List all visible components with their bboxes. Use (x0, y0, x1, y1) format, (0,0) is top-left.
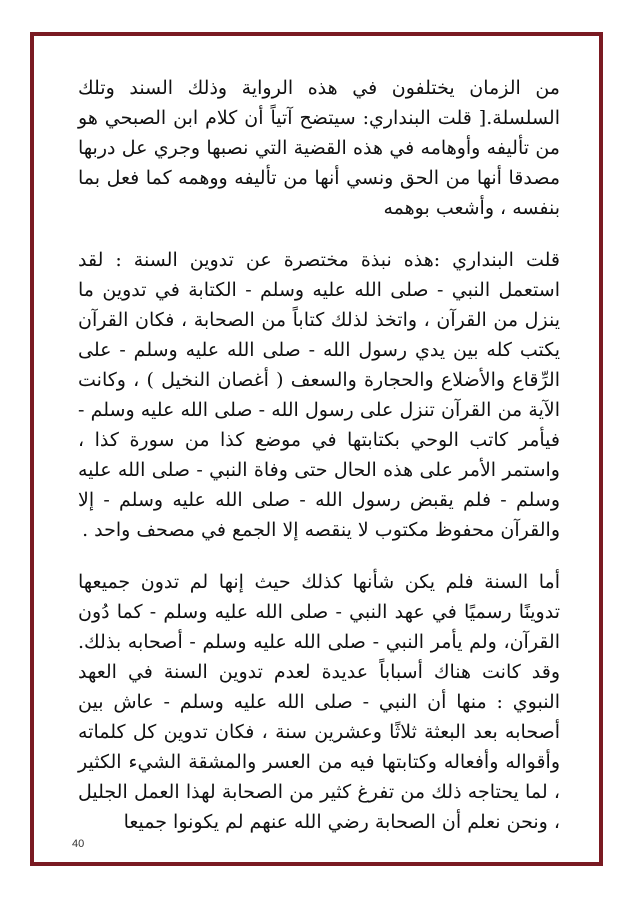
paragraph-3 (78, 567, 560, 837)
page-body (78, 73, 560, 859)
paragraph-1 (78, 73, 560, 223)
paragraph-text: أما السنة فلم يكن شأنها كذلك حيث إنها لم تدون جميعها تدوينًا رسميًا في عهد النبي - صلى الله عليه وسلم - كما دُون القرآن، ولم يأمر النبي - صلى الله عليه وسلم - أصحابه بذلك. وقد كانت هناك أسباباً عديدة لعدم تدوين السنة في العهد النبوي : منها أن النبي - صلى الله عليه وسلم - عاش بين أصحابه بعد البعثة ثلاثًا وعشرين سنة ، فكان تدوين كل كلماته وأقواله وأفعاله وكتابتها فيه من العسر والمشقة الشيء الكثير ، لما يحتاجه ذلك من تفرغ كثير من الصحابة لهذا العمل الجليل ، ونحن نعلم أن الصحابة رضي الله عنهم لم يكونوا جميعا (78, 571, 560, 833)
paragraph-2 (78, 245, 560, 545)
paragraph-text: من الزمان يختلفون في هذه الرواية وذلك السند وتلك السلسلة.[ قلت البنداري: سيتضح آتياً أن كلام ابن الصبحي هو من تأليفه وأوهامه في هذه القضية التي نصبها وجري عل دربها مصدقا أنها من الحق ونسي أنها من تأليفه ووهمه كما فعل بما بنفسه ، وأشعب بوهمه (78, 77, 560, 219)
page-number: 40 (72, 838, 85, 850)
paragraph-text: قلت البنداري :هذه نبذة مختصرة عن تدوين السنة : لقد استعمل النبي - صلى الله عليه وسلم - الكتابة في تدوين ما ينزل من القرآن ، واتخذ لذلك كتاباً من الصحابة ، فكان القرآن يكتب كله بين يدي رسول الله - صلى الله عليه وسلم - على الرِّقاع والأضلاع والحجارة والسعف ( أغصان النخيل ) ، وكانت الآية من القرآن تنزل على رسول الله - صلى الله عليه وسلم - فيأمر كاتب الوحي بكتابتها في موضع كذا من سورة كذا ، واستمر الأمر على هذه الحال حتى وفاة النبي - صلى الله عليه وسلم - فلم يقبض رسول الله - صلى الله عليه وسلم - إلا والقرآن محفوظ مكتوب لا ينقصه إلا الجمع في مصحف واحد . (78, 249, 560, 541)
